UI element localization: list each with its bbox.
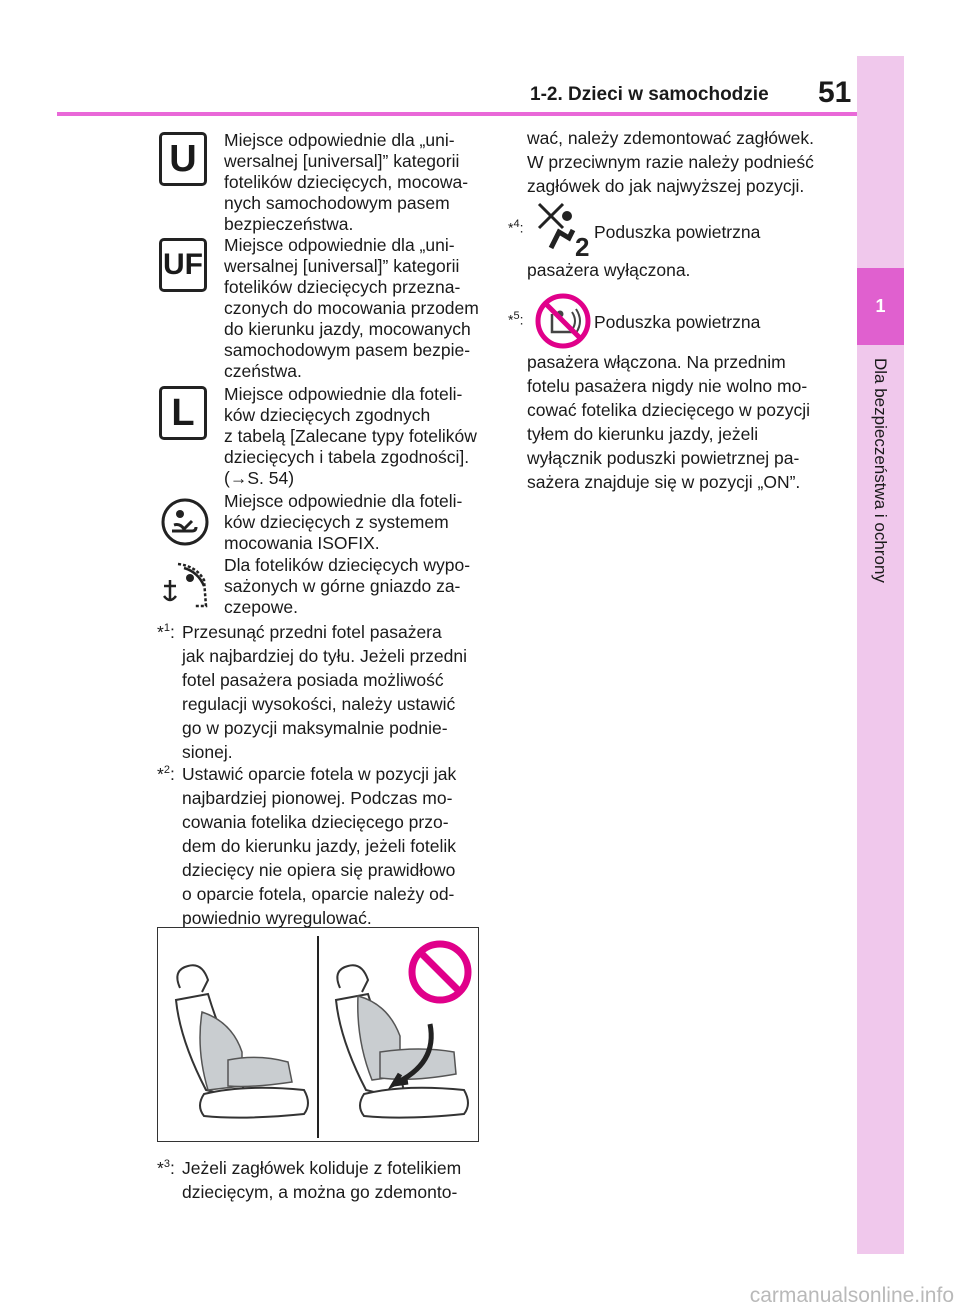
- uf-icon: UF: [159, 238, 207, 292]
- page-number: 51: [818, 76, 852, 109]
- legend-text-isofix: Miejsce odpowiednie dla foteli- ków dziecięcych z systemem mocowania ISOFIX.: [224, 491, 463, 553]
- isofix-icon: [160, 497, 210, 547]
- header-rule: [57, 112, 857, 116]
- airbag-on-prohibit-icon: [534, 292, 592, 350]
- legend-text-u: Miejsce odpowiednie dla „uni- wersalnej [universal]” kategorii fotelików dziecięcych, mocowa- nych samochodowym pasem bezpieczeństwa.: [224, 130, 469, 234]
- top-tether-icon: [160, 558, 212, 610]
- child-seat-diagram: [158, 928, 478, 1141]
- footnote-5-label: Poduszka powietrzna: [594, 312, 761, 332]
- u-icon: U: [159, 132, 207, 186]
- footnote-3-mark: *$^3$:: [157, 1158, 175, 1178]
- legend-text-top-tether: Dla fotelików dziecięcych wypo- sażonych w górne gniazdo za- czepowe.: [224, 555, 471, 617]
- footnote-2-mark: *$^2$:: [157, 764, 175, 784]
- airbag-off-icon: [533, 200, 591, 258]
- footnote-1-text: Przesunąć przedni fotel pasażera jak najbardziej do tyłu. Jeżeli przedni fotel pasażera posiada możliwość regulacji wysokości, należy ustawić go w pozycji maksymalnie podnie- sionej.: [182, 622, 468, 762]
- legend-text-l: Miejsce odpowiednie dla foteli- ków dziecięcych zgodnych z tabelą [Zalecane typy fotelików dziecięcych i tabela zgodności]. (→S. 54): [224, 384, 477, 488]
- svg-text:2: 2: [575, 232, 590, 258]
- seat-illustration: [157, 927, 479, 1142]
- footnote-4-text: pasażera wyłączona.: [527, 260, 691, 280]
- footnote-2-text: Ustawić oparcie fotela w pozycji jak najbardziej pionowej. Podczas mo- cowania fotelika dziecięcego przo- dem do kierunku jazdy, jeżeli fotelik dziecięcy nie opiera się prawidłowo o oparcie fotela, oparcie należy od- powiednio wyregulować.: [182, 764, 457, 928]
- section-title: 1-2. Dzieci w samochodzie: [530, 84, 769, 105]
- footnote-4-mark: *$^4$:: [508, 218, 524, 236]
- footnote-3-text: Jeżeli zagłówek koliduje z fotelikiem dziecięcym, a można go zdemonto-: [182, 1158, 462, 1202]
- l-icon: L: [159, 386, 207, 440]
- footnote-4-label: Poduszka powietrzna: [594, 222, 761, 242]
- footnote-1-mark: *$^1$:: [157, 622, 175, 642]
- footnote-5-mark: *$^5$:: [508, 310, 524, 328]
- footnote-3-continued: wać, należy zdemontować zagłówek. W przeciwnym razie należy podnieść zagłówek do jak najwyższej pozycji.: [527, 128, 814, 196]
- chapter-title: Dla bezpieczeństwa i ochrony: [871, 358, 890, 583]
- watermark: carmanualsonline.info: [749, 1284, 954, 1307]
- legend-text-uf: Miejsce odpowiednie dla „uni- wersalnej [universal]” kategorii fotelików dziecięcych przezna- czonych do mocowania przodem do kierunku jazdy, mocowanych samochodowym pasem bezpie- czeństwa.: [224, 235, 479, 381]
- footnote-5-text: pasażera włączona. Na przednim fotelu pasażera nigdy nie wolno mo- cować fotelika dziecięcego w pozycji tyłem do kierunku jazdy, jeżeli wyłącznik poduszki powietrznej pa- sażera znajduje się w pozycji „ON”.: [527, 352, 811, 492]
- chapter-number[interactable]: 1: [857, 268, 904, 345]
